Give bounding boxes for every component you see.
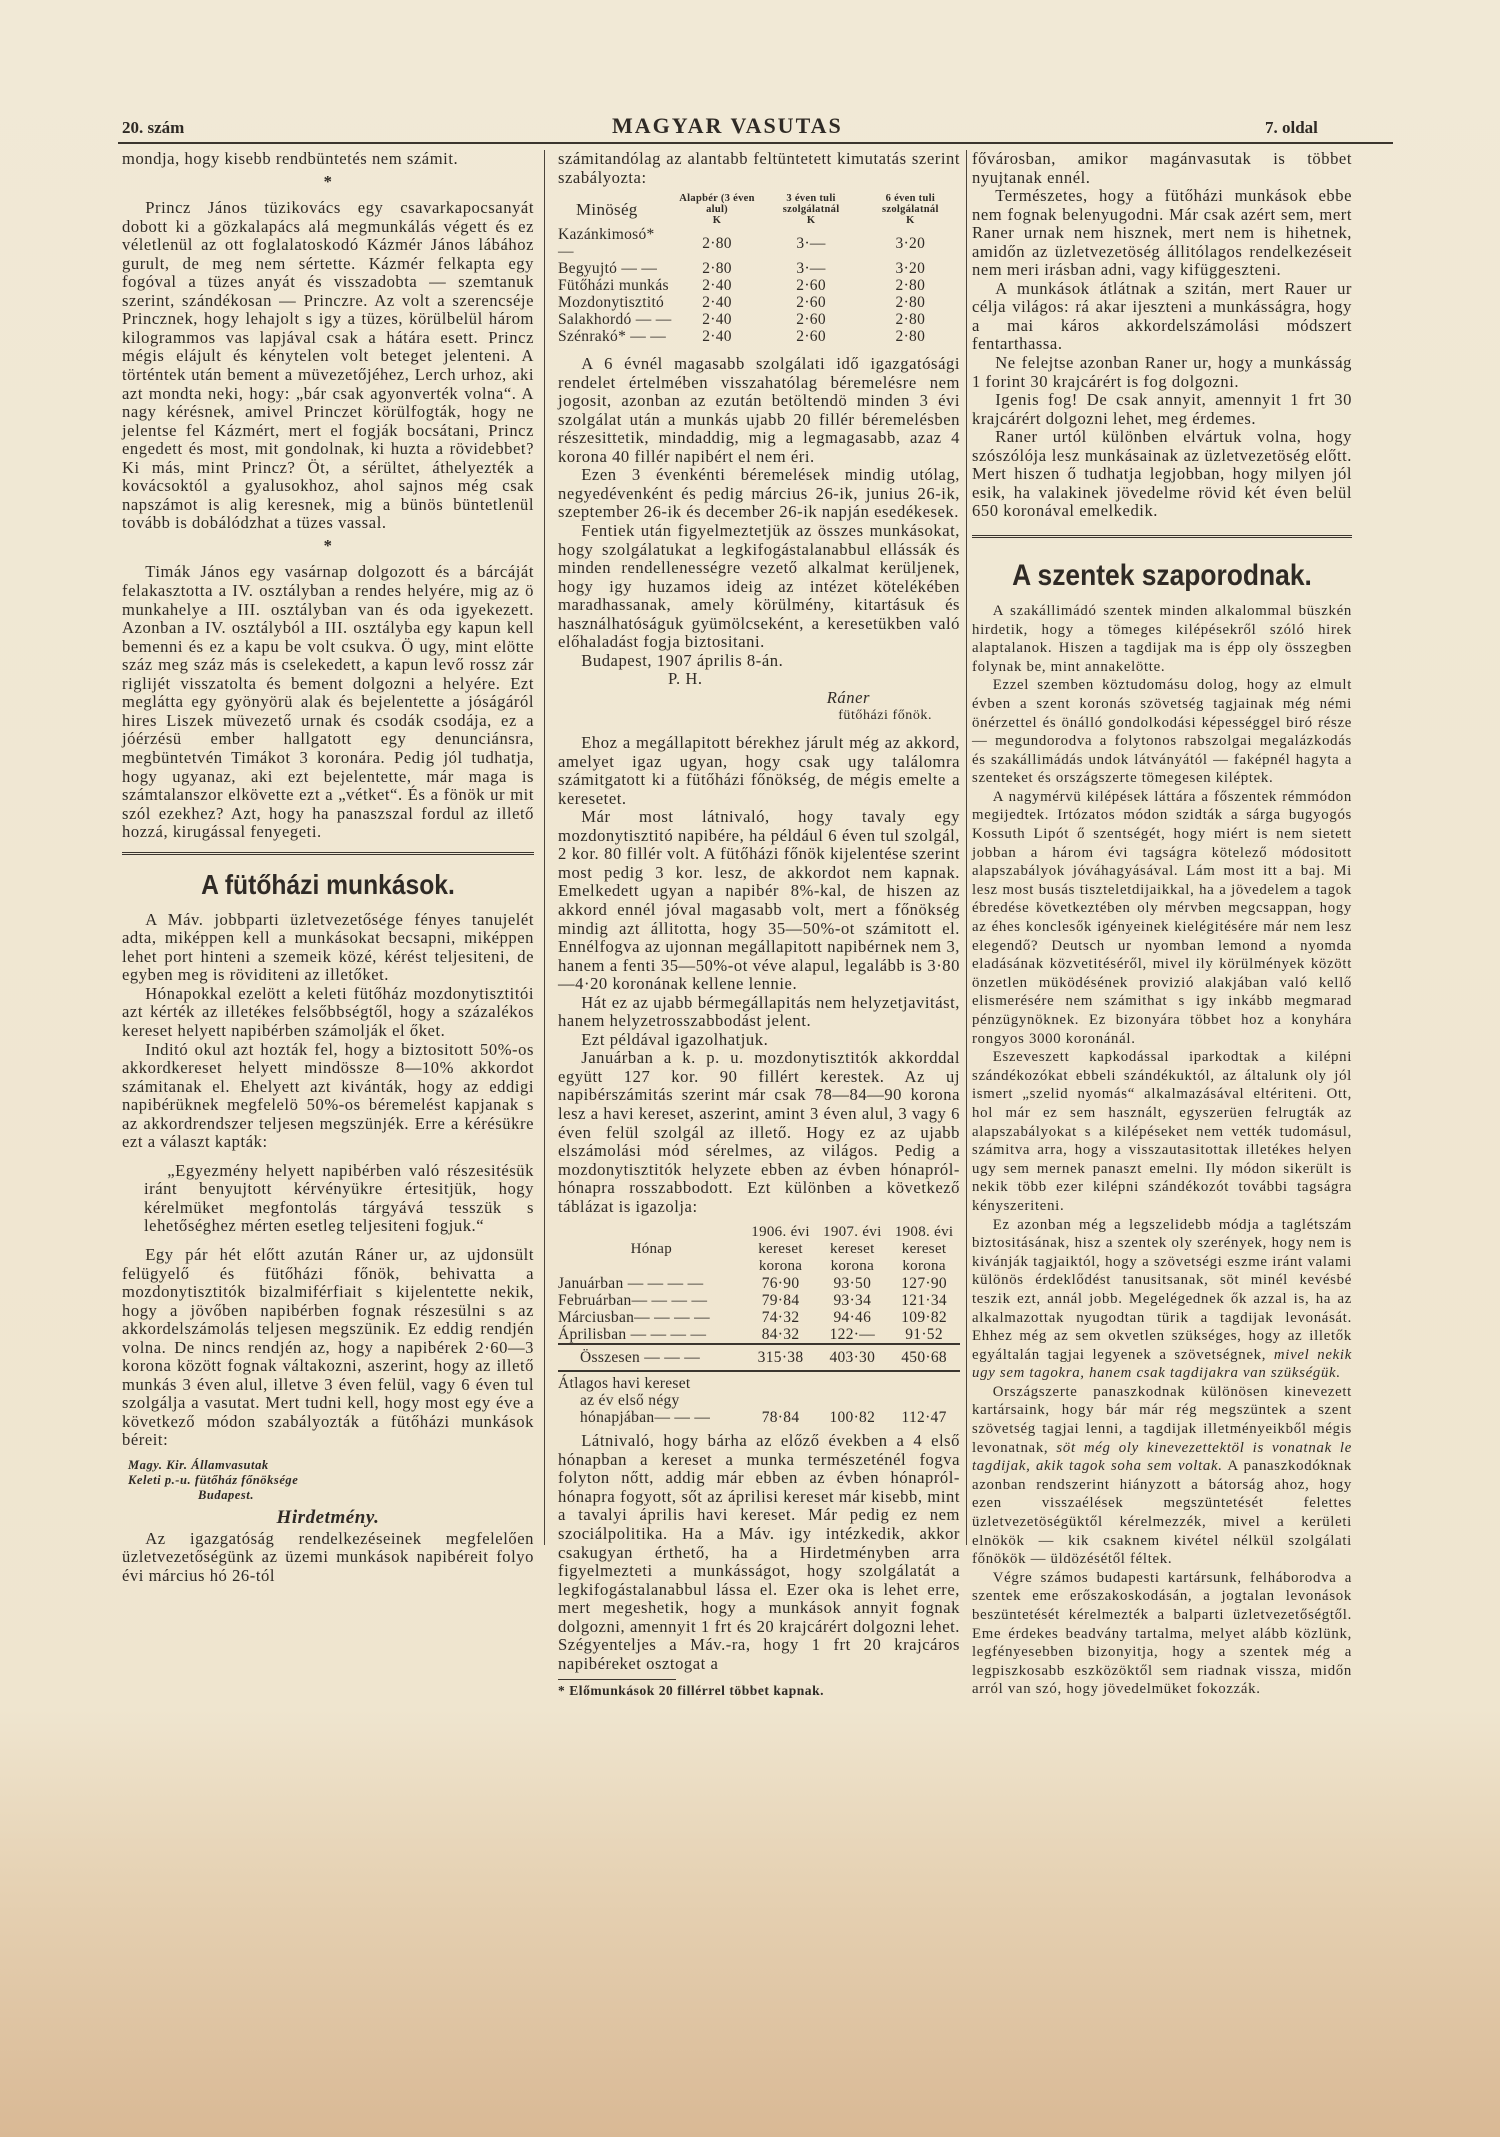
unit-label: K (712, 215, 722, 227)
table-row (558, 1309, 960, 1326)
text-run: A panaszkodóknak azonban rendszerint hiányzott a bátorság ahoz, hogy ezen visszaélések megszüntetését felettes üzletvezetöségüktől kérelmezzék, mivel a kerületi elnökök — kik csaknem kivétel nélkül szolgálati főnökök — üldözésétől féltek. (972, 1458, 1352, 1568)
cell: 2·80 (702, 234, 732, 252)
quoted-reply: „Egyezmény helyett napibérben való részesitésük iránt benyujtott kérvényükre értesitjük, hogy kérelmüket megfontolás tárgyává tesszük s lehetőséghez mérten esetleg teljesiteni fogjuk.“ (144, 1160, 534, 1236)
paragraph: Princz János tüzikovács egy csavarkapocsanyát dobott ki a gözkalapács alá megmunkálás végett és ez véletlenül az ott foglalatoskodó Kázmér János lábához gurult, de meg nem sértette. Kázmér felkapta egy fogóval a tüzes anyát és visszadobta — szemtanuk szerint, szándékosan — Princzre. Az volt a szerencséje Princznek, hogy lehajolt s igy a tüzes, körülbelül három kilogrammos vas lapjával csak a hátára esett. Princz mégis elájult és kénytelen volt beteget jelenteni. A történtek után bement a müvezetőjéhez, Lerch urhoz, aki azt mondta neki, hogy: „bár csak agyonverték volna“. A nagy kérésnek, amivel Princzet körülfogták, hogy ne jelentse fel Kázmért, mert el fogják bocsátani, Princz engedett és most, mit gondolnak, ki huzta a rövidebbet? Ki más, mint Princz? Öt, a sérültet, áthelyezték a kovácsoktól a gyalusokhoz, ahol sajnos még csak napszámot is alig keresnek, mig a bünös büntetlenül tovább is dobálódzhat a tüzes vassal. (122, 198, 534, 533)
section-separator: * (323, 535, 333, 555)
cell: 3·20 (895, 260, 926, 278)
header-line: korona (902, 1258, 946, 1275)
label-line: Átlagos havi kereset (558, 1375, 691, 1393)
label-line: az év első négy (580, 1392, 680, 1410)
cell: 93·34 (833, 1292, 872, 1310)
paragraph: Inditó okul azt hozták fel, hogy a biztositott 50%-os akkordkereset helyett mindössze 8—10% akkordot számitanak el. Ehelyett azt kivánták, hogy az eddigi napibérüknek megfelelö 50%-os béremelést kapjanak s az akkordrendszer teljesen megszünjék. Erre a kérésükre ezt a választ kapták: (122, 1039, 534, 1152)
paragraph: Ezen 3 évenkénti béremelések mindig utólag, negyedévenként és pedig március 26-ik, junius 26-ik, szeptember 26-ik és december 26-ik napján esedékesek. (558, 465, 960, 522)
issue-number: 20. szám (122, 118, 185, 137)
average-row (558, 1371, 960, 1426)
cell: Februárban— — — — (558, 1292, 708, 1310)
masthead-title: MAGYAR VASUTAS (612, 113, 843, 138)
cell: 76·90 (761, 1275, 800, 1293)
header-line: 1908. évi (894, 1224, 954, 1241)
table-header: 3 éven tuli szolgálatnál (782, 193, 840, 216)
paragraph (972, 1216, 1352, 1383)
cell: 93·50 (833, 1275, 872, 1293)
cell: Mozdonytisztitó (558, 294, 665, 312)
table-row (558, 328, 960, 345)
cell: 91·52 (905, 1326, 943, 1344)
cell: Összesen — — — (558, 1344, 745, 1371)
cell: 315·38 (745, 1344, 817, 1371)
cell: 3·— (796, 234, 826, 252)
cell: 100·82 (829, 1409, 876, 1427)
paragraph: Látnivaló, hogy bárha az előző években a 4 első hónapban a kereset a munka természeténél fogva folyton nőtt, addig már ebben az évben hónapról-hónapra fogyott, sőt az áprilisi kereset már kisebb, mint a tavalyi április havi kereset. Már pedig ez nem szociálpolitika. Ha a Máv. igy intézkedik, akkor csakugyan érthető, ha a Hirdetményben arra figyelmezteti a munkásságot, hogy szolgálatát a legkifogástalanabbul lássa el. Ezer oka is lehet erre, mert megeshetik, hogy a munkások annyit fognak dolgozni, amennyit 1 frt és 20 krajcárért dolgozni lehet. Szégyenteljes a Máv.-ra, hogy 1 frt 20 krajcáros napibéreket osztogat a (558, 1431, 960, 1673)
notice-heading: Hirdetmény. (276, 1507, 380, 1528)
cell (558, 1371, 745, 1426)
paragraph: A 6 évnél magasabb szolgálati idő igazgatósági rendelet értelmében visszahatólag béremelésre nem jogosit, azonban az ezután betöltendö minden 3 évi szolgálat után a munkás ujabb 20 fillér béremelésben részesittetik, mindaddig, mig a legmagasabb, azaz 4 korona 40 fillér napibért el nem éri. (558, 354, 960, 466)
paragraph: Ne felejtse azonban Raner ur, hogy a munkásság 1 forint 30 krajcárért is fog dolgozni. (972, 353, 1352, 391)
cell: 2·40 (702, 277, 732, 295)
paragraph: Januárban a k. p. u. mozdonytisztitók akkorddal együtt 127 kor. 90 fillért kerestek. Az uj napibérszámitás szerint már csak 78—84—90 korona lesz a havi kereset, aszerint, amint 3 éven alul, 3 vagy 6 éven felül szolgál az illető. Hogy ez az ujabb elszámolási mód sérelmes, az világos. Pedig a mozdonytisztitók helyzete ebben az évben hónapról-hónapra rosszabbodott. Ezt különben a következő táblázat is igazolja: (558, 1048, 960, 1216)
cell: Begyujtó — — (558, 260, 658, 278)
cell: 2·60 (796, 277, 826, 295)
header-line: kereset (830, 1241, 875, 1258)
table-row (558, 277, 960, 294)
cell: Fütőházi munkás (558, 277, 669, 295)
paragraph: Timák János egy vasárnap dolgozott és a bárcáját felakasztotta a IV. osztályban a rendes helyére, mig az ö munkahelye a III. osztályban van és oda igyekezett. Azonban a IV. osztályból a III. osztályba egy kapun kell bemenni és ez a kapu be volt csukva. Ö ugy, mint elötte száz meg száz más is cselekedett, a kapun levő rossz zár riglijét visszatolta és bement dolgozni a helyére. Ezt meglátta egy gyönyörü alak és bejelentette a jóságáról hires Liszek müvezető urnak és csodák csodája, ez a jóérzésü ember hallgatott egy denunciánsra, megbüntetvén Timákot 3 koronára. Pedig jól tudhatja, hogy ugyanaz, aki ezt bejelentette, már maga is számtalanszor elkövette ezt a „vétket“. És a fönök ur mit szól ezekhez? Azt, hogy ha panaszszal fordul az illető hozzá, kirugással fenyegeti. (122, 562, 534, 842)
paragraph: Hát ez az ujabb bérmegállapitás nem helyzetjavitást, hanem helyzetrosszabbodást jelent. (558, 992, 960, 1031)
paragraph: A szakállimádó szentek minden alkalommal büszkén hirdetik, hogy a tömeges kilépésekről szóló hirek alaptalanok. Hiszen a tagdijak ma is épp oly összegben folynak be, mint annakelötte. (972, 602, 1352, 675)
cell: 3·20 (895, 234, 926, 252)
table-row (558, 311, 960, 328)
paragraph: Az igazgatóság rendelkezéseinek megfelelően üzletvezetőségünk az üzemi munkások napibéreit folyo évi március hó 26-tól (122, 1528, 534, 1585)
cell: 2·40 (702, 311, 732, 329)
table-row (558, 260, 960, 277)
paragraph: Már most látnivaló, hogy tavaly egy mozdonytisztitó napibére, ha például 6 éven tul szolgál, 2 kor. 80 fillér volt. A fütőházi főnök kijelentése szerint most pedig 3 kor. lesz, de akkordot nem kapnak. Emelkedett ugyan a napibér 8%-kal, de hiszen az akkord ennél jóval magasabb volt, mert a főnökség mindig azt állitotta, hogy 35—50%-ot számitott el. Ennélfogva az ujonnan megállapitott napibérnek nem 3, hanem a fenti 35—50%-ot véve alapul, legalább is 3·80—4·20 koronának kellene lennie. (558, 807, 960, 994)
cell: 2·40 (702, 328, 732, 346)
emphasis: söt még oly kinevezettektöl is vonatnak le tagdijak, akik tagok soha sem voltak. (972, 1439, 1352, 1475)
notice-date: Budapest, 1907 április 8-án. (581, 650, 784, 670)
paragraph (972, 1383, 1352, 1569)
cell: 2·80 (895, 311, 926, 329)
cell: 2·80 (895, 328, 926, 346)
article-heading: A szentek szaporodnak. (1012, 558, 1312, 592)
paragraph: Egy pár hét előtt azután Ráner ur, az ujdonsült felügyelő és fütőházi főnök, behivatta a mozdonytisztitók bizalmiférfiait s kijelentette nekik, hogy a jövőben napibérben fognak részesülni s az akkordelszámolás teljesen megszünik. Ez eddig rendjén volna. De nincs rendjén az, hogy a napibérek 2·60—3 korona között fognak váltakozni, aszerint, hogy az illető munkás 3 éven alul, illetve 3 éven felül, vagy 6 éven tul szolgálja a vasutat. Mert tudni kell, hogy most egy éve a következő módon szabályozták a fütőházi munkások béreit: (122, 1244, 534, 1450)
table-header: Hónap (630, 1241, 673, 1258)
table-header (745, 1224, 817, 1275)
cell: 3·— (796, 260, 826, 278)
page-number: 7. oldal (1265, 118, 1318, 137)
table-row (558, 1326, 960, 1344)
seal-mark: P. H. (668, 669, 703, 689)
footnote: * Előmunkások 20 fillérrel többet kapnak. (558, 1679, 676, 1701)
cell: 122·— (829, 1326, 876, 1344)
paragraph: Fentiek után figyelmeztetjük az összes munkásokat, hogy szolgálatukat a legkifogástalanabbul ellássák és minden rendellenességre vezető alkalmat kerüljenek, hogy igy huzamos ideig az intézet kötelékében maradhassanak, amely körülmény, kitartásuk és használhatóságuk gyümölcseként, a keresetükben való előhaladást fogja biztositani. (558, 521, 960, 652)
paragraph: Ezzel szemben köztudomásu dolog, hogy az elmult évben a szent koronás szövetség tagjainak még némi önérzettel és önálló gondolkodási képességgel biró része — megundorodva a folytonos rabszolgai megalázkodás és szakállimádás undok látványától — faképnél hagyta a szenteket és országszerte tömegesen kiléptek. (972, 677, 1352, 787)
table-header (816, 1224, 888, 1275)
paragraph: Ehoz a megállapitott bérekhez járult még az akkord, amelyet igaz ugyan, hogy csak ugy találomra számitgatott ki a fütőházi főnökség, de mégis emelte a keresetet. (558, 733, 960, 808)
column-2 (558, 150, 960, 1701)
section-separator: * (323, 171, 333, 191)
cell: 2·80 (895, 294, 926, 312)
cell: 2·60 (796, 294, 826, 312)
header-line: korona (830, 1258, 875, 1275)
cell: 109·82 (901, 1309, 947, 1327)
table-header: 6 éven tuli szolgálatnál (882, 193, 939, 216)
unit-label: K (906, 215, 915, 227)
cell: 94·46 (833, 1309, 872, 1327)
table-row (558, 1292, 960, 1309)
column-1 (122, 150, 534, 1585)
header-line: kereset (758, 1241, 803, 1258)
issuer-block (128, 1458, 534, 1503)
cell: 2·40 (702, 294, 732, 312)
paragraph: Természetes, hogy a fütőházi munkások ebbe nem fognak belenyugodni. Már csak azért sem, mert Raner urnak nem hisznek, mert nem is hihetnek, amidőn az üzletvezetöség állitólagos rendelkezéseit nem meri irásban adni, vagy kifüggeszteni. (972, 186, 1352, 280)
paragraph: Igenis fog! De csak annyit, amennyit 1 frt 30 krajcárért dolgozni lehet, meg érdemes. (972, 390, 1352, 428)
header-line: 1906. évi (751, 1224, 810, 1241)
unit-label: K (806, 215, 816, 227)
cell: 2·80 (895, 277, 926, 295)
issuer-line: Keleti p.-u. fütőház főnöksége (128, 1473, 299, 1487)
article-heading: A fütőházi munkások. (201, 868, 455, 900)
column-3 (972, 150, 1352, 1699)
article-divider (972, 535, 1352, 542)
table-row (558, 294, 960, 311)
cell: 112·47 (901, 1409, 947, 1427)
issuer-line: Budapest. (198, 1488, 254, 1502)
cell: Kazánkimosó* — (558, 226, 655, 261)
cell: 74·32 (761, 1309, 800, 1327)
cell: Márciusban— — — — (558, 1309, 710, 1327)
cell: 121·34 (901, 1292, 947, 1310)
signer-name: Ráner (826, 687, 870, 707)
cell: Áprilisban — — — — (558, 1326, 707, 1344)
cell: 84·32 (761, 1326, 800, 1344)
header-rule (118, 142, 1393, 144)
table-row (558, 1275, 960, 1292)
header-line: korona (758, 1258, 803, 1275)
label-line: hónapjában— — — (580, 1409, 711, 1427)
paragraph: Ezt példával igazolhatjuk. (581, 1029, 769, 1049)
header-line: 1907. évi (823, 1224, 882, 1241)
paragraph: A nagymérvü kilépések láttára a főszentek rémmódon megijedtek. Irtózatos módon szidták a sárga bugyogós Kossuth Lipót ő szentségét, hogy miért is nem sietett jobban a három évi tagságra kötelező módositott alapszabályok jóváhagyásával. Lám most itt a baj. Mi lesz most busás tiszteletdijaikkal, ha a jövedelem a tagok ébredése következtében oly mérvben megcsappan, hogy az éhes konclesők igényeinek kielégitésére már nem lesz elegendő? Deutsch ur nyomban lemond a nyomda eladásának közvetitéséről, mivel ily körülmények között önzetlen müködésének provizió alakjában való kellő elismerésére nem számithat s igy inkább megmarad pénzügynöknek. Ez bizonyára többet hoz a konyhára rongyos 3000 koronánál. (972, 788, 1352, 1047)
cell: 79·84 (761, 1292, 800, 1310)
paragraph: mondja, hogy kisebb rendbüntetés nem számit. (122, 149, 459, 168)
article-body (972, 602, 1352, 1699)
paragraph: Raner urtól különben elvártuk volna, hogy szószólója lesz munkásainak az üzletvezetöség előtt. Mert hiszen ő tudhatja legjobban, hogy milyen jól esik, ha valakinek jövedelme rövid két éven belül 650 koronával emelkedik. (972, 427, 1352, 521)
cell: 403·30 (816, 1344, 888, 1371)
table-header: Alapbér (3 éven alul) (679, 193, 755, 216)
issuer-line: Magy. Kir. Államvasutak (128, 1458, 269, 1472)
table-header (888, 1224, 960, 1275)
paragraph: Eszeveszett kapkodással iparkodtak a kilépni szándékozókat ebbeli szándékuktól, az általunk oly jól ismert „szelid nyomás“ alkalmazásával eltériteni. Ott, hol már ez sem használt, egyszerüen felrugták az alapszabályokat s a kilépéseket nem vették tudomásul, számitva arra, hogy a visszautasitottak illetékes helyen ugy sem mernek panaszt emelni. Ily módon sikerült is nekik több ezer kilépni szándékozót további tagságra kényszeriteni. (972, 1049, 1352, 1214)
total-row (558, 1344, 960, 1371)
cell: 450·68 (888, 1344, 960, 1371)
column-divider (966, 150, 967, 1545)
cell: 127·90 (901, 1275, 947, 1293)
text-run: Ez azonban még a legszelidebb módja a taglétszám biztositásának, hisz a szentek oly szerények, hogy nem is kivánják tagjaiktól, hogy a szövetségi eszme iránt valami különös érdeklődést tanusitsanak, söt minél kevésbé teszik ezt, annál jobb. Megelégednek ők azzal is, ha az alkalmazottak nyugodtan türik a tagdijak levonását. Ehhez még az sem okvetlen szükséges, hogy az illetők egyáltalán tagjai legyenek a szövetségnek, (972, 1216, 1352, 1363)
column-divider (544, 150, 545, 1545)
paragraph: számitandólag az alantabb feltüntetett kimutatás szerint szabályozta: (558, 149, 960, 187)
emphasis: mivel nekik ugy sem tagokra, hanem csak tagdijakra van szükségük. (972, 1346, 1352, 1382)
cell: Januárban — — — — (558, 1275, 704, 1293)
wage-table (558, 193, 960, 345)
cell: 2·60 (796, 311, 826, 329)
table-row (558, 226, 960, 260)
cell: 78·84 (761, 1409, 800, 1427)
text-run: Országszerte panaszkodnak különösen kinevezett kartársaink, hogy bár már rég megszüntek a szent szövetség tagjai lenni, a tagdijak illetményeikből mégis levonatnak, (972, 1383, 1352, 1456)
cell: 2·80 (702, 260, 732, 278)
cell: Szénrakó* — — (558, 328, 667, 346)
paragraph: A munkások átlátnak a szitán, mert Rauer ur célja világos: rá akar ijeszteni a munkásságra, hogy a mai káros akkordelszámolási módszert fentarthassa. (972, 278, 1352, 354)
header-line: kereset (901, 1241, 947, 1258)
table-header: Minöség (576, 200, 638, 220)
earnings-table (558, 1224, 960, 1426)
paragraph: fővárosban, amikor magánvasutak is többet nyujtanak ennél. (972, 149, 1352, 187)
cell: 2·60 (796, 328, 826, 346)
cell: Salakhordó — — (558, 311, 672, 329)
paragraph: Végre számos budapesti kartársunk, felháborodva a szentek eme erőszakoskodásán, a jogtalan levonások beszüntetését kérelmezték a balparti üzletvezetőségtől. Eme érdekes beadvány tartalma, melyet alább közlünk, legfényesebben bizonyitja, hogy a szentek még a legpiszkosabb eszközöktől sem riadnak vissza, midőn arról van szó, hogy jövedelmüket fokozzák. (972, 1569, 1352, 1698)
paragraph: A Máv. jobbparti üzletvezetősége fényes tanujelét adta, miképpen kell a munkásokat becsapni, miképpen lehet port hinteni a szemeik közé, kérést teljesiteni, de egyben meg is röviditeni az illetőket. (122, 909, 534, 985)
article-divider (122, 852, 534, 859)
paragraph: Hónapokkal ezelött a keleti fütőház mozdonytisztitói azt kérték az illetékes felsőbbségtől, hogy a százalékos kereset helyett napibérben számolják el őket. (122, 983, 534, 1040)
signer-title: fütőházi főnök. (838, 708, 932, 724)
